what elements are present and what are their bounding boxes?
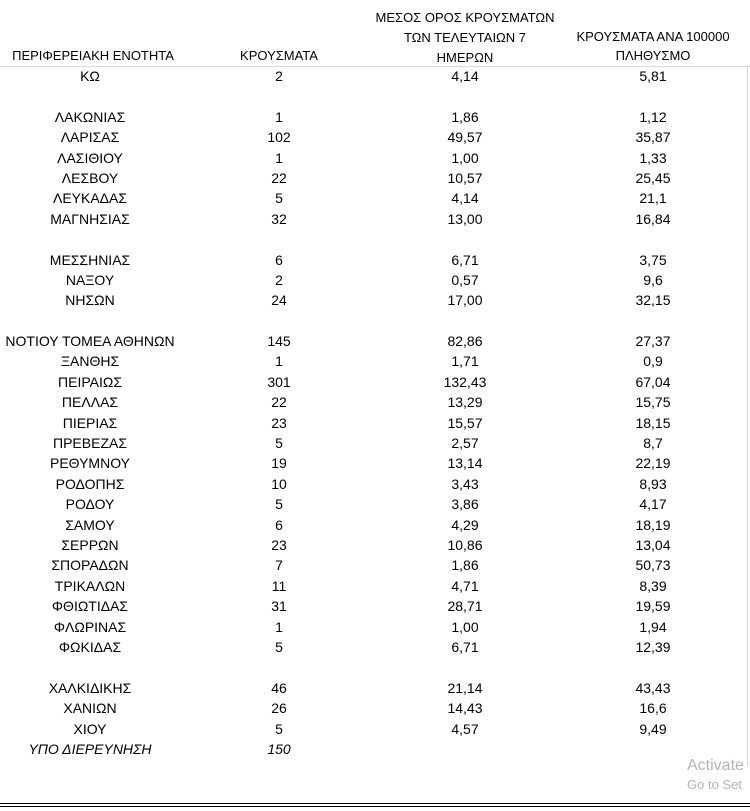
cell-avg7: 21,14	[447, 679, 483, 696]
cell-cases: 23	[271, 536, 287, 553]
cell-cases: 5	[275, 435, 283, 452]
cell-cases: 31	[271, 598, 287, 615]
table-row	[0, 331, 750, 351]
table-row	[0, 66, 750, 86]
cell-cases: 150	[267, 740, 291, 757]
table-row	[0, 127, 750, 147]
table-row	[0, 637, 750, 657]
cell-avg7: 15,57	[447, 414, 483, 431]
table-row-spacer	[0, 229, 750, 249]
cell-avg7: 2,57	[451, 435, 479, 452]
cell-per100k: 35,87	[635, 129, 671, 146]
header-avg7	[370, 8, 560, 68]
cell-avg7: 28,71	[447, 598, 483, 615]
table-row	[0, 596, 750, 616]
table-row	[0, 617, 750, 637]
cell-region: ΣΠΟΡΑΔΩΝ	[51, 557, 129, 574]
cell-cases: 1	[275, 108, 283, 125]
table-row	[0, 576, 750, 596]
cell-per100k: 8,7	[643, 435, 663, 452]
table-row	[0, 250, 750, 270]
cell-cases: 24	[271, 292, 287, 309]
cell-avg7: 13,00	[447, 210, 483, 227]
cell-per100k: 67,04	[635, 373, 671, 390]
cell-cases: 19	[271, 455, 287, 472]
cell-region: ΣΑΜΟΥ	[65, 516, 115, 533]
cell-cases: 102	[267, 129, 291, 146]
cell-per100k: 16,6	[639, 700, 667, 717]
cell-region: ΛΕΥΚΑΔΑΣ	[52, 190, 128, 207]
cell-region: ΡΟΔΟΥ	[65, 496, 115, 513]
table-row	[0, 148, 750, 168]
cell-region: ΛΑΡΙΣΑΣ	[60, 129, 120, 146]
cell-per100k: 8,93	[639, 475, 667, 492]
cell-cases: 2	[275, 68, 283, 84]
cell-cases: 1	[275, 149, 283, 166]
cell-avg7: 6,71	[451, 251, 479, 268]
cell-region: ΛΕΣΒΟΥ	[61, 169, 119, 186]
cell-per100k: 8,39	[639, 577, 667, 594]
cell-per100k: 32,15	[635, 292, 671, 309]
table-row	[0, 698, 750, 718]
cell-avg7: 49,57	[447, 129, 483, 146]
cell-region: ΛΑΣΙΘΙΟΥ	[57, 149, 123, 166]
table-row	[0, 209, 750, 229]
cell-per100k: 21,1	[639, 190, 667, 207]
table-row	[0, 433, 750, 453]
cell-per100k: 9,6	[643, 271, 663, 288]
cell-cases: 22	[271, 169, 287, 186]
table-row	[0, 188, 750, 208]
cell-per100k: 50,73	[635, 557, 671, 574]
cell-region: ΝΗΣΩΝ	[65, 292, 115, 309]
cell-cases: 10	[271, 475, 287, 492]
cell-avg7: 14,43	[447, 700, 483, 717]
cell-per100k: 4,17	[639, 496, 667, 513]
header-avg7-line1: ΜΕΣΟΣ ΟΡΟΣ ΚΡΟΥΣΜΑΤΩΝ	[375, 10, 555, 25]
cell-cases: 2	[275, 271, 283, 288]
cell-per100k: 16,84	[635, 210, 671, 227]
cell-avg7: 4,29	[451, 516, 479, 533]
table-row	[0, 555, 750, 575]
cell-region: ΧΑΝΙΩΝ	[63, 700, 117, 717]
cell-cases: 32	[271, 210, 287, 227]
table-row	[0, 351, 750, 371]
cell-region: ΛΑΚΩΝΙΑΣ	[54, 108, 126, 125]
table-row	[0, 413, 750, 433]
cell-region: ΠΡΕΒΕΖΑΣ	[52, 435, 127, 452]
cell-per100k: 1,12	[639, 108, 667, 125]
cell-per100k: 1,33	[639, 149, 667, 166]
table-row	[0, 290, 750, 310]
table-row	[0, 678, 750, 698]
cell-region: ΡΕΘΥΜΝΟΥ	[49, 455, 130, 472]
cell-region: ΥΠΟ ΔΙΕΡΕΥΝΗΣΗ	[28, 740, 152, 757]
table-row	[0, 739, 750, 759]
table-row	[0, 392, 750, 412]
cell-per100k: 3,75	[639, 251, 667, 268]
header-per100k	[557, 27, 749, 65]
header-avg7-line2: ΤΩΝ ΤΕΛΕΥΤΑΙΩΝ 7	[403, 30, 527, 45]
cell-region: ΧΙΟΥ	[73, 720, 107, 737]
table-row	[0, 453, 750, 473]
cell-region: ΠΕΛΛΑΣ	[61, 394, 119, 411]
cell-avg7: 3,86	[451, 496, 479, 513]
header-cases	[230, 46, 328, 66]
cell-region: ΦΩΚΙΔΑΣ	[58, 638, 122, 655]
cell-avg7: 132,43	[443, 373, 487, 390]
cell-cases: 5	[275, 638, 283, 655]
cell-per100k: 1,94	[639, 618, 667, 635]
table-body	[0, 66, 750, 759]
table-row	[0, 270, 750, 290]
cell-cases: 1	[275, 353, 283, 370]
table-row	[0, 535, 750, 555]
cell-avg7: 13,29	[447, 394, 483, 411]
cell-region: ΜΑΓΝΗΣΙΑΣ	[50, 210, 130, 227]
cell-avg7: 3,43	[451, 475, 479, 492]
cell-per100k: 9,49	[639, 720, 667, 737]
cell-per100k: 27,37	[635, 333, 671, 350]
cell-region: ΧΑΛΚΙΔΙΚΗΣ	[48, 679, 132, 696]
table-row	[0, 372, 750, 392]
watermark-line1: Activate	[687, 757, 744, 774]
double-rule-bottom	[0, 806, 750, 807]
cell-region: ΚΩ	[80, 68, 100, 84]
cell-region: ΤΡΙΚΑΛΩΝ	[54, 577, 126, 594]
header-region	[0, 46, 186, 66]
cell-avg7: 17,00	[447, 292, 483, 309]
double-rule-top	[0, 803, 750, 804]
activate-windows-watermark	[687, 756, 744, 794]
cell-cases: 23	[271, 414, 287, 431]
watermark-line2: Go to Set	[687, 777, 742, 792]
cell-cases: 301	[267, 373, 291, 390]
cell-avg7: 6,71	[451, 638, 479, 655]
cell-cases: 6	[275, 516, 283, 533]
cell-region: ΞΑΝΘΗΣ	[60, 353, 120, 370]
cell-cases: 7	[275, 557, 283, 574]
cell-avg7: 1,71	[451, 353, 479, 370]
cell-avg7: 1,00	[451, 618, 479, 635]
cell-cases: 6	[275, 251, 283, 268]
cell-avg7: 1,86	[451, 557, 479, 574]
cell-avg7: 4,57	[451, 720, 479, 737]
cell-per100k: 0,9	[643, 353, 663, 370]
cell-cases: 26	[271, 700, 287, 717]
cell-avg7: 10,57	[447, 169, 483, 186]
table-row-spacer	[0, 311, 750, 331]
cell-per100k: 18,19	[635, 516, 671, 533]
cell-avg7: 1,00	[451, 149, 479, 166]
cell-avg7: 4,71	[451, 577, 479, 594]
cell-per100k: 5,81	[639, 68, 667, 84]
table-row-spacer	[0, 86, 750, 106]
cell-region: ΝΟΤΙΟΥ ΤΟΜΕΑ ΑΘΗΝΩΝ	[5, 333, 175, 350]
cell-per100k: 22,19	[635, 455, 671, 472]
cell-avg7: 4,14	[451, 190, 479, 207]
cell-cases: 22	[271, 394, 287, 411]
cell-per100k: 43,43	[635, 679, 671, 696]
header-avg7-line3: ΗΜΕΡΩΝ	[436, 50, 494, 65]
table-header	[0, 0, 750, 66]
cell-cases: 11	[271, 577, 287, 594]
cell-region: ΝΑΞΟΥ	[65, 271, 115, 288]
cell-avg7: 1,86	[451, 108, 479, 125]
table-row	[0, 107, 750, 127]
cell-cases: 5	[275, 720, 283, 737]
cell-cases: 46	[271, 679, 287, 696]
table-row	[0, 515, 750, 535]
cell-region: ΜΕΣΣΗΝΙΑΣ	[49, 251, 131, 268]
cell-avg7: 82,86	[447, 333, 483, 350]
cell-cases: 145	[267, 333, 291, 350]
table-row	[0, 494, 750, 514]
header-per100k-line2: ΠΛΗΘΥΣΜΟ	[615, 48, 691, 63]
header-region-label: ΠΕΡΙΦΕΡΕΙΑΚΗ ΕΝΟΤΗΤΑ	[12, 48, 174, 63]
cell-per100k: 12,39	[635, 638, 671, 655]
cell-cases: 1	[275, 618, 283, 635]
cell-region: ΦΛΩΡΙΝΑΣ	[53, 618, 127, 635]
cell-region: ΡΟΔΟΠΗΣ	[55, 475, 125, 492]
cell-region: ΠΕΙΡΑΙΩΣ	[58, 373, 122, 390]
cell-per100k: 15,75	[635, 394, 671, 411]
cell-region: ΠΙΕΡΙΑΣ	[62, 414, 118, 431]
table-row	[0, 168, 750, 188]
table-row	[0, 719, 750, 739]
cell-per100k: 25,45	[635, 169, 671, 186]
cell-avg7: 10,86	[447, 536, 483, 553]
cell-per100k: 19,59	[635, 598, 671, 615]
cell-avg7: 0,57	[451, 271, 479, 288]
cell-region: ΦΘΙΩΤΙΔΑΣ	[51, 598, 129, 615]
header-cases-label: ΚΡΟΥΣΜΑΤΑ	[240, 48, 318, 63]
cell-avg7: 13,14	[447, 455, 483, 472]
cell-per100k: 13,04	[635, 536, 671, 553]
cell-cases: 5	[275, 496, 283, 513]
cell-cases: 5	[275, 190, 283, 207]
cell-per100k: 18,15	[635, 414, 671, 431]
header-per100k-line1: ΚΡΟΥΣΜΑΤΑ ΑΝΑ 100000	[576, 29, 730, 44]
table-row-spacer	[0, 657, 750, 677]
table-row	[0, 474, 750, 494]
cell-region: ΣΕΡΡΩΝ	[61, 536, 119, 553]
cell-avg7: 4,14	[451, 68, 479, 84]
